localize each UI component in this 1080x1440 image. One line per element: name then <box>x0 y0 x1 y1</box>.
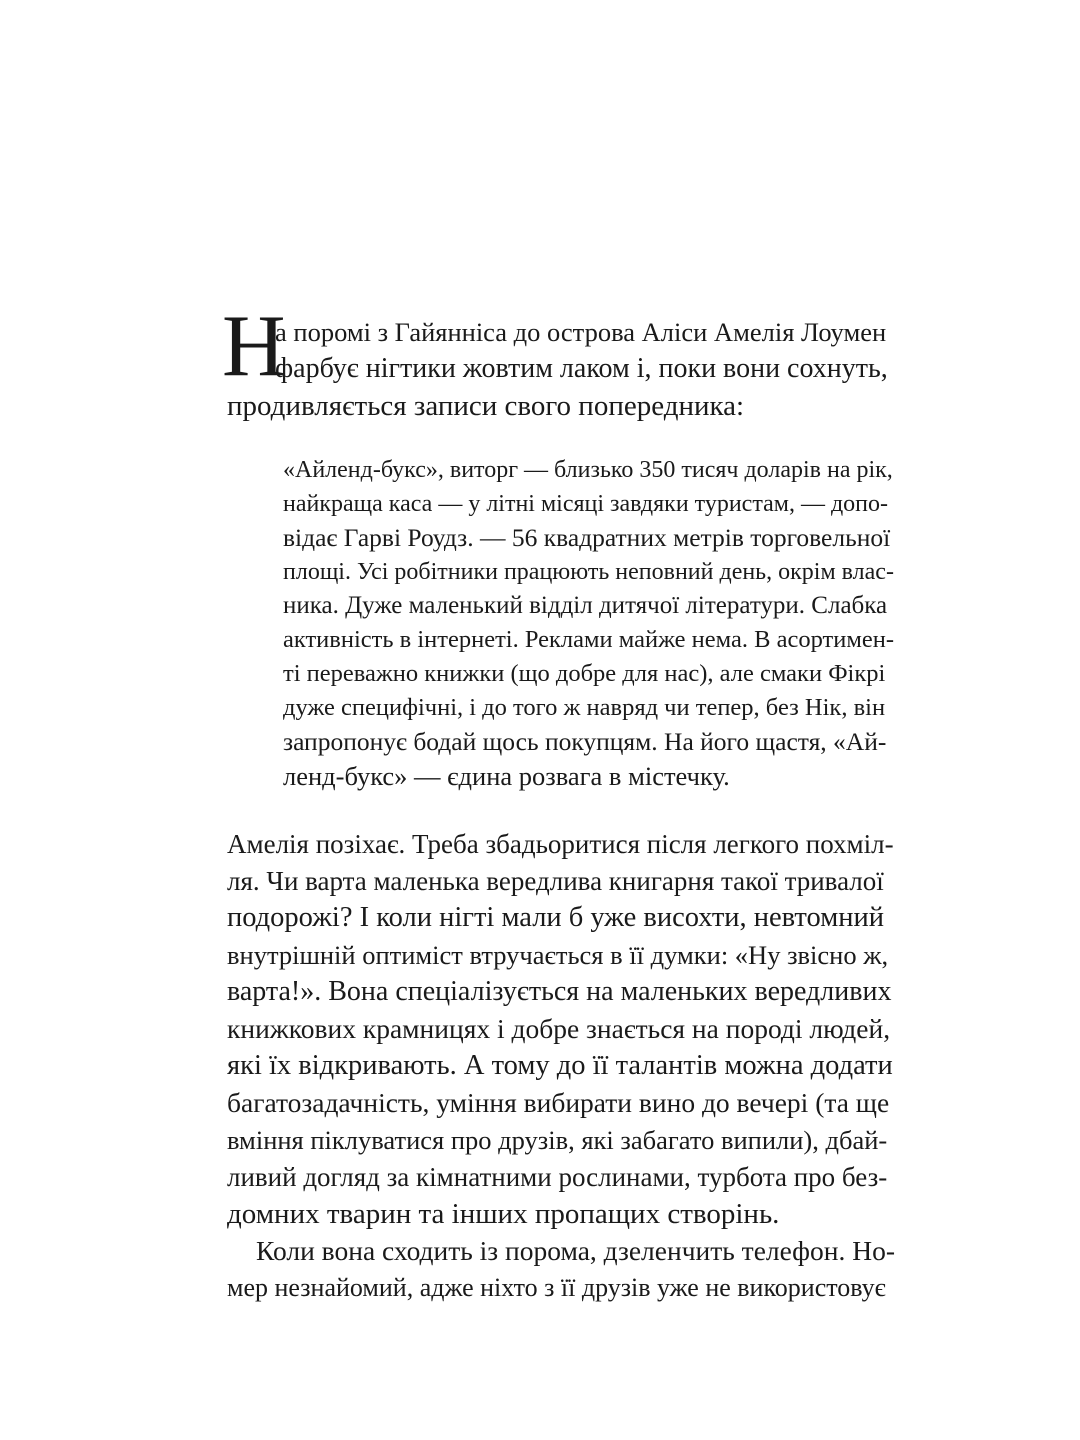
opening-line: продивляється записи свого попередника: <box>227 390 745 422</box>
text-line: подорожі? І коли нігті мали б уже висохти, невтомний <box>227 902 885 933</box>
text-line: Коли вона сходить із порома, дзеленчить телефон. Но- <box>256 1235 895 1266</box>
quote-line: найкраща каса — у літні місяці завдяки туристам, — допо- <box>283 491 888 517</box>
text-line: варта!». Вона спеціалізується на маленьких вередливих <box>227 976 892 1007</box>
opening-line: фарбує нігтики жовтим лаком і, поки вони сохнуть, <box>275 353 888 384</box>
drop-cap: Н <box>222 298 286 395</box>
quote-line: площі. Усі робітники працюють неповний день, окрім влас- <box>283 559 894 585</box>
text-line: домних тварин та інших пропащих створінь. <box>227 1198 780 1230</box>
opening-line: а поромі з Гайяннiса до острова Аліси Амелія Лоумен <box>275 317 887 347</box>
quote-line: ника. Дуже маленький відділ дитячої літератури. Слабка <box>283 592 888 619</box>
quote-line: дуже специфічні, і до того ж навряд чи тепер, без Нік, він <box>283 694 886 721</box>
text-line: мер незнайомий, адже ніхто з її друзів уже не використовує <box>227 1273 886 1302</box>
text-line: багатозадачність, уміння вибирати вино до вечері (та ще <box>227 1087 890 1118</box>
text-line: які їх відкривають. А тому до її талантів можна додати <box>227 1050 893 1081</box>
quote-line: ленд-букс» — єдина розвага в містечку. <box>283 761 730 791</box>
text-line: Амелія позіхає. Треба збадьоритися після легкого похміл- <box>227 829 894 859</box>
text-line: ля. Чи варта маленька вередлива книгарня такої тривалої <box>227 866 884 896</box>
quote-line: «Айленд-букс», виторг — близько 350 тисяч доларів на рік, <box>283 457 893 483</box>
quote-line: запропонує бодай щось покупцям. На його щастя, «Ай- <box>283 727 887 756</box>
text-line: ливий догляд за кімнатними рослинами, турбота про без- <box>227 1162 888 1192</box>
quote-line: відає Гарві Роудз. — 56 квадратних метрів торговельної <box>283 523 891 552</box>
quote-line: ті переважно книжки (що добре для нас), але смаки Фікрі <box>283 660 886 687</box>
text-line: внутрішній оптиміст втручається в її думки: «Ну звісно ж, <box>227 940 889 970</box>
quote-line: активність в інтернеті. Реклами майже нема. В асортимен- <box>283 626 894 653</box>
text-line: книжкових крамницях і добре знається на породі людей, <box>227 1013 891 1044</box>
text-line: вміння піклуватися про друзів, які забагато випили), дбай- <box>227 1125 888 1155</box>
